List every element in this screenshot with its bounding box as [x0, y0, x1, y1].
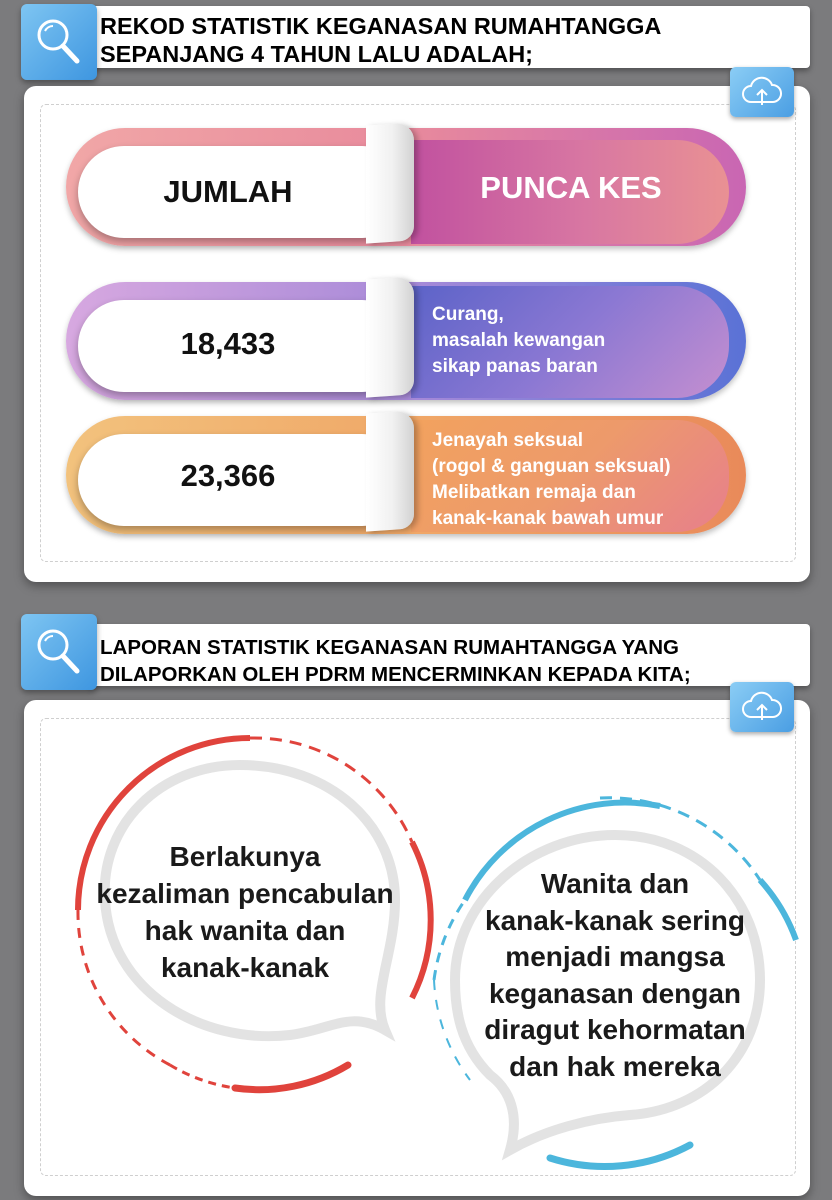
title-line: SEPANJANG 4 TAHUN LALU ADALAH; — [100, 41, 534, 67]
search-tile[interactable] — [21, 4, 97, 80]
title-line: REKOD STATISTIK KEGANASAN RUMAHTANGGA — [100, 13, 662, 39]
table-row — [66, 280, 752, 404]
cause-line: Curang, — [432, 304, 504, 325]
statement-line: Wanita dan — [540, 868, 690, 899]
header-cause-label: PUNCA KES — [480, 170, 662, 205]
statistics-section — [0, 0, 832, 598]
case-causes — [432, 428, 732, 532]
statement-line: hak wanita dan — [144, 915, 346, 946]
case-total: 18,433 — [180, 326, 276, 361]
table-row — [66, 414, 752, 538]
case-causes — [432, 302, 732, 380]
cause-line: sikap panas baran — [432, 356, 598, 377]
case-total: 23,366 — [180, 458, 276, 493]
header-row — [66, 126, 752, 250]
reflection-section — [0, 610, 832, 1200]
cause-line: kanak-kanak bawah umur — [432, 508, 664, 529]
statement-line: diragut kehormatan — [484, 1014, 746, 1045]
statement-line: kezaliman pencabulan — [96, 878, 394, 909]
title-line: LAPORAN STATISTIK KEGANASAN RUMAHTANGGA YANG — [100, 636, 679, 659]
cause-line: Jenayah seksual — [432, 430, 584, 451]
cloud-upload-button[interactable] — [730, 67, 794, 117]
left-ring-statement — [60, 838, 430, 986]
statement-line: dan hak mereka — [509, 1050, 721, 1082]
section-title — [100, 12, 800, 68]
statement-line: menjadi mangsa — [505, 941, 725, 972]
cause-line: Melibatkan remaja dan — [432, 482, 636, 503]
cause-line: masalah kewangan — [432, 330, 606, 351]
header-total-label: JUMLAH — [163, 174, 293, 209]
search-icon — [31, 14, 87, 70]
statement-line: kanak-kanak sering — [485, 904, 745, 936]
section-title-bar — [88, 6, 810, 68]
title-line: DILAPORKAN OLEH PDRM MENCERMINKAN KEPADA KITA; — [100, 663, 691, 686]
statement-line: kanak-kanak — [160, 952, 330, 983]
right-ring-statement — [440, 866, 790, 1085]
cause-line: (rogol & ganguan seksual) — [432, 456, 671, 477]
cloud-upload-icon — [740, 75, 784, 109]
statement-line: Berlakunya — [169, 841, 321, 872]
statement-line: keganasan dengan — [488, 977, 742, 1009]
